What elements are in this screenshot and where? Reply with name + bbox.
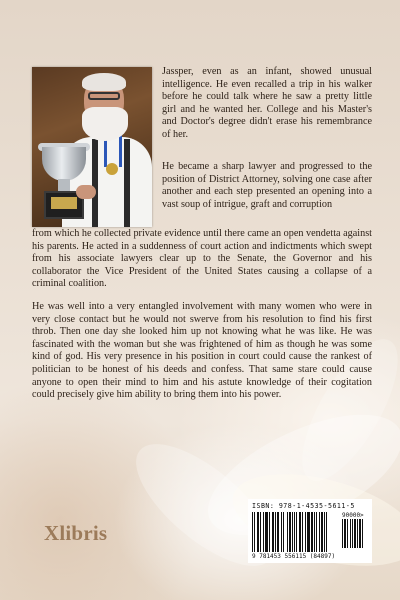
addon-bars: [342, 519, 364, 548]
isbn-label: ISBN: 978-1-4535-5611-5: [252, 502, 355, 510]
price-code: 90000>: [342, 512, 364, 519]
synopsis-paragraph-1: Jassper, even as an infant, showed unusual intelligence. He even recalled a trip in his walker before he could talk where he saw a pretty little girl and he wanted her. College and his Master's and Doctor's degree didn't erase his remembrance of her.: [162, 66, 372, 140]
barcode-digits: 9 781453 556115 (84897): [252, 553, 336, 560]
price-addon: [342, 512, 368, 548]
isbn-barcode: [248, 499, 372, 563]
synopsis-paragraph-3: He was well into a very entangled involvement with many women who were in very close contact but he would not swerve from his resolution to find his first throb. Then one day she looked him up not knowing what he was like. He was fascinated with the woman but she was frightened of him as though he was some kind of god. His very presence in his position in court could cause the rankest of politician to be honest of his deeds and confess. That same stare could cause anyone to open their mind to him and his astute knowledge of their cogitation could precisely give him ability to bring them into his power.: [32, 301, 372, 401]
barcode-bars: [252, 512, 340, 552]
synopsis-paragraph-2-end: from which he collected private evidence until there came an open vendetta against his parents. He acted in a suddenness of court action and indictments which swept from his associate lawyers clear up to the Senate, the Governor and his collaborator the Vice President of the United States causing a collapse of a criminal coalition.: [32, 228, 372, 290]
synopsis-paragraph-2-start: He became a sharp lawyer and progressed to the position of District Attorney, solving one case after another and each step presented an opening into a vast soup of intrigue, graft and corruption: [162, 161, 372, 210]
author-photo: [32, 67, 152, 227]
publisher-logo: Xlibris: [44, 521, 108, 545]
